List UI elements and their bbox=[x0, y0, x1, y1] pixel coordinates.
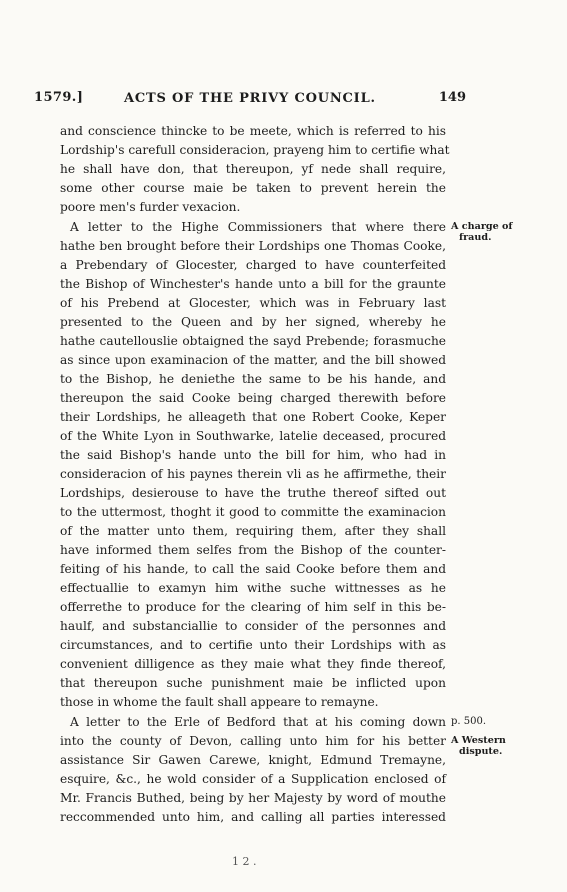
margin-note-line: A charge of bbox=[451, 221, 513, 232]
page-number: 149 bbox=[438, 90, 466, 105]
header-title: ACTS OF THE PRIVY COUNCIL. bbox=[124, 91, 376, 106]
text-line: of his Prebend at Glocester, which was in February last bbox=[60, 296, 446, 310]
text-line: feiting of his hande, to call the said Cooke before them and bbox=[60, 562, 446, 576]
text-line: Mr. Francis Buthed, being by her Majesty by word of mouthe bbox=[60, 791, 446, 805]
margin-page-reference: p. 500. bbox=[451, 716, 487, 727]
text-line: thereupon the said Cooke being charged therewith before bbox=[60, 391, 446, 405]
text-line: Lordship's carefull consideracion, prayeng him to certifie what bbox=[60, 143, 450, 157]
text-line: and conscience thincke to be meete, which is referred to his bbox=[60, 124, 446, 138]
text-line: convenient dilligence as they maie what they finde thereof, bbox=[60, 657, 446, 671]
text-line: to the uttermost, thoght it good to committe the examinacion bbox=[60, 505, 446, 519]
header-year: 1579.] bbox=[34, 90, 84, 105]
text-line: that thereupon suche punishment maie be inflicted upon bbox=[60, 676, 446, 690]
text-line: a Prebendary of Glocester, charged to have counterfeited bbox=[60, 258, 446, 272]
text-line: assistance Sir Gawen Carewe, knight, Edmund Tremayne, bbox=[60, 753, 446, 767]
text-line: Lordships, desierouse to have the truthe thereof sifted out bbox=[60, 486, 446, 500]
text-line: of the matter unto them, requiring them, after they shall bbox=[60, 524, 446, 538]
text-line: reccommended unto him, and calling all parties interessed bbox=[60, 810, 446, 824]
text-line: the said Bishop's hande unto the bill for him, who had in bbox=[60, 448, 446, 462]
text-line: to the Bishop, he deniethe the same to be his hande, and bbox=[60, 372, 446, 386]
margin-note-line: A Western bbox=[451, 735, 506, 746]
text-line: offerrethe to produce for the clearing of him self in this be- bbox=[60, 600, 446, 614]
text-line: into the county of Devon, calling unto him for his better bbox=[60, 734, 446, 748]
text-line: as since upon examinacion of the matter, and the bill showed bbox=[60, 353, 446, 367]
running-header bbox=[34, 90, 466, 112]
text-line: have informed them selfes from the Bishop of the counter- bbox=[60, 543, 446, 557]
signature-mark: 1 2 . bbox=[232, 855, 257, 868]
paragraph-start-line: A letter to the Erle of Bedford that at his coming down bbox=[70, 715, 446, 729]
margin-note-charge-of-fraud bbox=[451, 221, 567, 243]
text-line: those in whome the fault shall appeare to remayne. bbox=[60, 695, 379, 709]
text-line: hathe cautellouslie obtaigned the sayd Prebende; forasmuche bbox=[60, 334, 446, 348]
margin-note-line: dispute. bbox=[459, 746, 503, 757]
margin-note-line: fraud. bbox=[459, 232, 492, 243]
text-line: presented to the Queen and by her signed, whereby he bbox=[60, 315, 446, 329]
text-line: circumstances, and to certifie unto their Lordships with as bbox=[60, 638, 446, 652]
text-line: consideracion of his paynes therein vli as he affirmethe, their bbox=[60, 467, 446, 481]
margin-note-western-dispute bbox=[451, 735, 567, 757]
text-line: haulf, and substanciallie to consider of the personnes and bbox=[60, 619, 446, 633]
text-line: he shall have don, that thereupon, yf nede shall require, bbox=[60, 162, 446, 176]
text-line: some other course maie be taken to prevent herein the bbox=[60, 181, 446, 195]
text-line: hathe ben brought before their Lordships one Thomas Cooke, bbox=[60, 239, 446, 253]
text-line: effectuallie to examyn him withe suche wittnesses as he bbox=[60, 581, 446, 595]
text-line: esquire, &c., he wold consider of a Supplication enclosed of bbox=[60, 772, 446, 786]
paragraph-start-line: A letter to the Highe Commissioners that where there bbox=[70, 220, 446, 234]
text-line: the Bishop of Winchester's hande unto a bill for the graunte bbox=[60, 277, 446, 291]
text-line: poore men's furder vexacion. bbox=[60, 200, 241, 214]
text-line: their Lordships, he alleageth that one Robert Cooke, Keper bbox=[60, 410, 446, 424]
text-line: of the White Lyon in Southwarke, latelie deceased, procured bbox=[60, 429, 446, 443]
